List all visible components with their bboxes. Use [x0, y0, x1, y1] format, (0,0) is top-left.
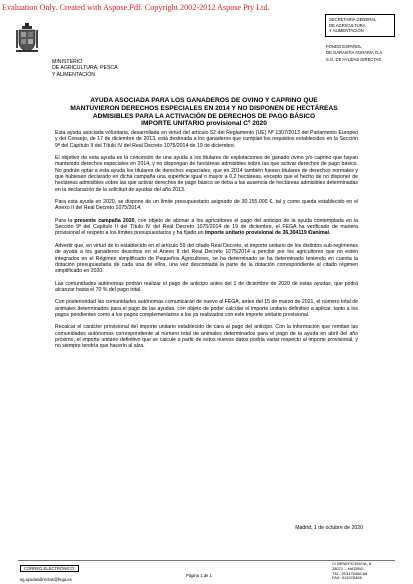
coat-of-arms-icon: [16, 22, 38, 56]
paragraph: Advertir que, en virtud de lo establecido en el artículo 59 del citado Real Decreto, el importe unitario de los distintos sub-regímenes de ayuda a los ganaderos descritos en el Anexo II del Real Decreto 1075/2014 a percibir por los agricultores que no estén integrados en el Régimen simplificado de Pequeños Agricultores, se ha determinado se ha determinado teniendo en cuenta la dotación presupuestaria de cada una de ellos, una vez descontada la parte de la dotación correspondiente al citado régimen simplificado en 2020.: [55, 242, 358, 275]
footer-contact: [20, 565, 79, 582]
paragraph: Para esta ayuda en 2020, se dispone de un límite presupuestario asignado de 30.155.000 €, tal y como queda establecido en el Anexo II del Real Decreto 1075/2014.: [55, 199, 358, 212]
ministry-name: MINISTERIO DE AGRICULTURA, PESCA Y ALIMENTACIÓN: [52, 59, 118, 78]
paragraph: Las comunidades autónomas podrán realizar el pago de anticipo antes del 1 de diciembre de 2020 de estas ayudas, que podrá alcanzar hasta el 70 % del pago total.: [55, 280, 358, 293]
email-link[interactable]: sg.ayudasdirectas@fega.es: [20, 577, 72, 582]
watermark-text: Evaluation Only. Created with Aspose.Pdf. Copyright 2002-2012 Aspose Pty Ltd.: [2, 3, 270, 12]
email-label: CORREO ELECTRÓNICO:: [20, 565, 79, 572]
document-body: [55, 130, 358, 356]
secretariat-box: SECRETARÍA GENERAL DE AGRICULTURA Y ALIMENTACIÓN: [325, 14, 395, 37]
page-number: Página 1 de 1: [186, 573, 212, 578]
footer-address: C/ BENEFICENCIA, 8 28071 – MADRID TEL: 913476466-68 FAX: 913476465: [332, 561, 372, 581]
paragraph: Esta ayuda asociada voluntaria, desarrollada en virtud del artículo 52 del Reglamento (UE) Nº 1307/2013 del Parlamento Europeo y del Consejo, de 17 de diciembre de 2013, está destinada a los ganaderos que cumplan los requisitos establecidos en la Sección 9ª del Capítulo II del Título IV del Real Decreto 1075/2014 de 19 de diciembre.: [55, 130, 358, 149]
paragraph: Para la presente campaña 2020, con objeto de abonar a los agricultores el pago del anticipo de la ayuda contemplada en la Sección 9ª del Capítulo II del Título IV del Real Decreto 1075/2014 de 19 de diciembre, el FEGA ha verificado de manera provisional el respeto a los límites presupuestarios y ha fijado un importe unitario provisional de 36,304119 €/animal.: [55, 217, 358, 237]
fega-block: FONDO ESPAÑOL DE GARANTÍA AGRARIA O.A. S.G. DE AYUDAS DIRECTAS: [326, 44, 384, 63]
paragraph: Recalcar el carácter provisional del importe unitario establecido de cara al pago del anticipo. Con la información que remitan las comunidades autónomas correspondiente al número total de animales determinados para el pago de la ayuda en abril del año próximo, el importe unitario definitivo que se calcule a partir de estos nuevos datos podría variar respecto al importe provisional, y no siempre tendría que hacerlo al alza.: [55, 324, 358, 350]
paragraph: El objetivo de esta ayuda es la concesión de una ayuda a los titulares de explotaciones de ganado ovino y/o caprino que hayan mantenido derechos especiales en 2014, y no dispongan de hectáreas admisibles sobre las que activar derechos de pago básico. No podrán optar a esta ayuda los titulares de derechos especiales, que en 2014 también fuesen titulares de derechos normales y que hubiesen declarado en dicha campaña una superficie igual o mayor a 0,2 hectáreas, excepto que el hecho de no disponer de hectáreas admisibles sobre las que activar derechos de pago básico se deba a las ausencia de hectáreas admisibles determinadas en la declaración de la solicitud de ayudas del año 2013.: [55, 155, 358, 193]
document-title: AYUDA ASOCIADA PARA LOS GANADEROS DE OVINO Y CAPRINO QUE MANTUVIERON DERECHOS ESPECIALES EN 2014 Y NO DISPONEN DE HECTÁREAS ADMISIBLES PARA LA ACTIVACIÓN DE DERECHOS DE PAGO BÁSICO IMPORTE UNITARIO provisional Cº 2020: [70, 97, 338, 128]
document-date: Madrid, 1 de octubre de 2020: [295, 525, 363, 531]
paragraph: Con posterioridad las comunidades autónomas comunicarán de nuevo al FEGA, antes del 15 de marzo de 2021, el número total de animales determinados para el pago de las ayudas, con objeto de poder calcular el importe unitario definitivo a aplicar, tanto a los pagos pendientes como a los pagos complementarios a los ya realizados con este importe unitario provisional.: [55, 299, 358, 318]
